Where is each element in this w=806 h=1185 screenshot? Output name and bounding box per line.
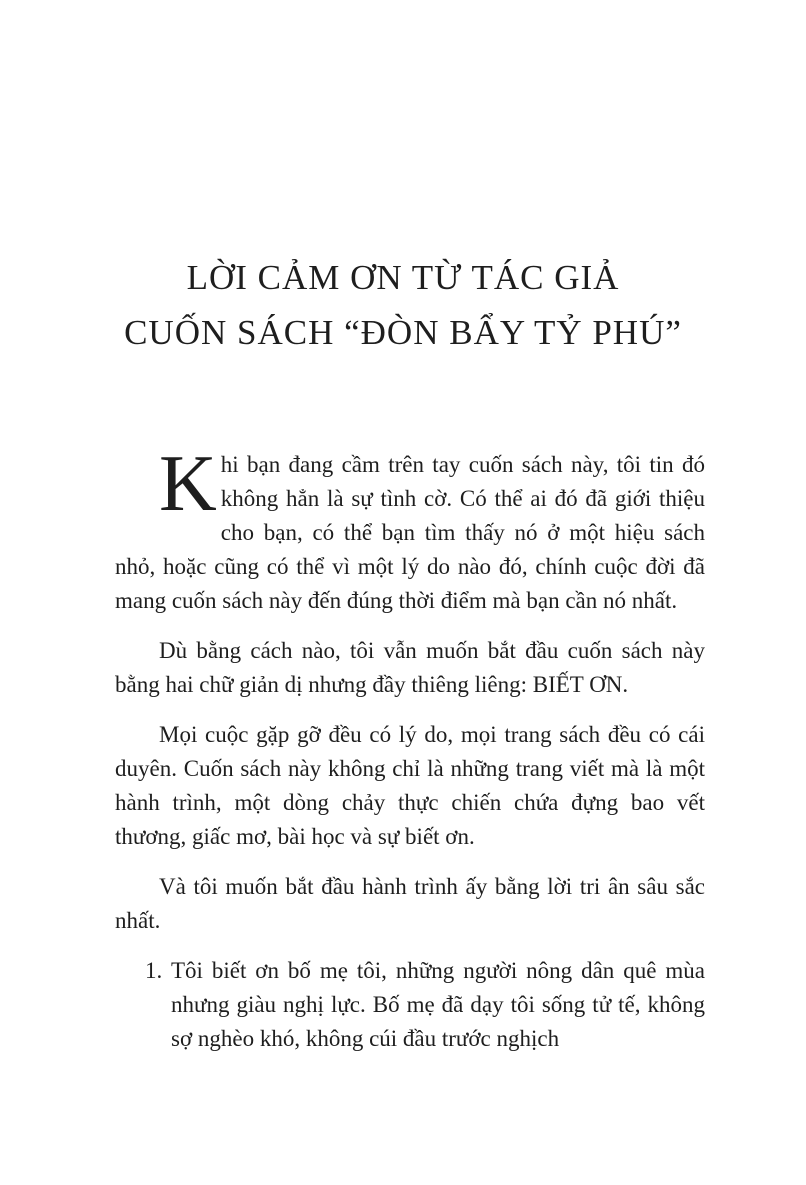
list-item-number: 1. [145, 958, 163, 983]
list-item-text: Tôi biết ơn bố mẹ tôi, những người nông dân quê mùa nhưng giàu nghị lực. Bố mẹ đã dạy tôi sống tử tế, không sợ nghèo khó, không cúi đầu trước nghịch [171, 958, 705, 1051]
paragraph-3: Mọi cuộc gặp gỡ đều có lý do, mọi trang sách đều có cái duyên. Cuốn sách này không chỉ là những trang viết mà là một hành trình, một dòng chảy thực chiến chứa đựng bao vết thương, giấc mơ, bài học và sự biết ơn. [115, 722, 705, 849]
chapter-title-line-2: CUỐN SÁCH “ĐÒN BẨY TỶ PHÚ” [124, 313, 682, 352]
paragraph-2: Dù bằng cách nào, tôi vẫn muốn bắt đầu cuốn sách này bằng hai chữ giản dị nhưng đầy thiêng liêng: BIẾT ƠN. [115, 638, 705, 697]
intro-text: hi bạn đang cầm trên tay cuốn sách này, tôi tin đó không hẳn là sự tình cờ. Có thể ai đó đã giới thiệu cho bạn, có thể bạn tìm thấy nó ở một hiệu sách nhỏ, hoặc cũng có thể vì một lý do nào đó, chính cuộc đời đã mang cuốn sách này đến đúng thời điểm mà bạn cần nó nhất. [115, 452, 705, 613]
intro-paragraph [115, 440, 705, 618]
gratitude-list [115, 954, 705, 1056]
body-text [115, 440, 705, 1056]
chapter-title-line-1: LỜI CẢM ƠN TỪ TÁC GIẢ [186, 258, 620, 297]
list-item [115, 954, 705, 1056]
paragraph-4: Và tôi muốn bắt đầu hành trình ấy bằng lời tri ân sâu sắc nhất. [115, 874, 705, 933]
drop-cap: K [159, 440, 217, 528]
